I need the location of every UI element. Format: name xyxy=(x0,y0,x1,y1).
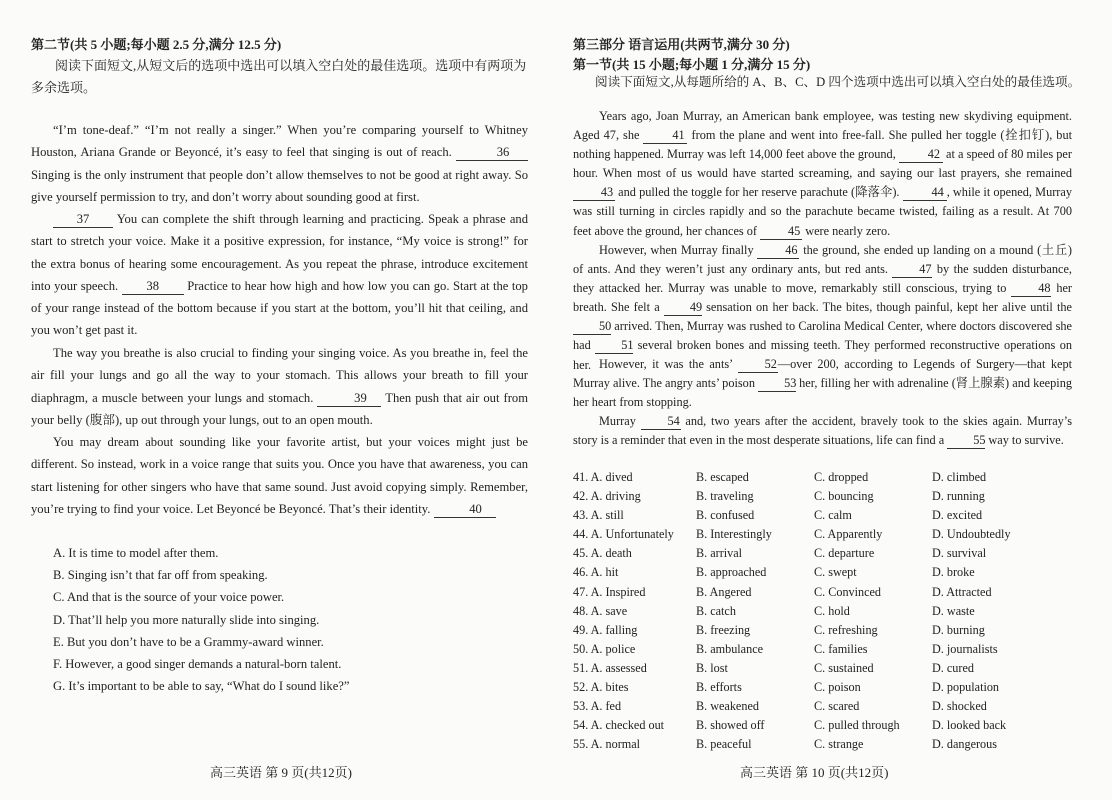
choice-option[interactable]: 46. A. hit xyxy=(573,565,619,580)
part-title: 第三部分 语言运用(共两节,满分 30 分) xyxy=(573,37,790,52)
blank-51[interactable]: 51 xyxy=(595,338,633,354)
choice-option[interactable]: 54. A. checked out xyxy=(573,718,665,733)
choice-row xyxy=(573,602,1073,621)
choice-option[interactable]: D. shocked xyxy=(932,699,987,714)
instruction: 阅读下面短文,从每题所给的 A、B、C、D 四个选项中选出可以填入空白处的最佳选项。 xyxy=(595,75,1081,89)
choice-option[interactable]: C. bouncing xyxy=(814,489,874,504)
option-list xyxy=(53,542,349,697)
choice-option[interactable]: B. traveling xyxy=(696,489,754,504)
choice-row xyxy=(573,468,1073,487)
choice-option[interactable]: 48. A. save xyxy=(573,603,628,618)
choice-option[interactable]: D. climbed xyxy=(932,470,987,484)
page-10 xyxy=(556,0,1112,800)
choice-option[interactable]: 49. A. falling xyxy=(573,622,638,637)
blank-37[interactable]: 37 xyxy=(53,212,113,228)
choice-option[interactable]: 47. A. Inspired xyxy=(573,584,646,599)
blank-45[interactable]: 45 xyxy=(760,224,802,240)
choice-option[interactable]: B. efforts xyxy=(696,680,742,695)
choice-option[interactable]: C. poison xyxy=(814,680,861,695)
choice-option[interactable]: C. departure xyxy=(814,546,875,561)
option-a[interactable]: A. It is time to model after them. xyxy=(53,546,219,560)
section-title: 第二节(共 5 小题;每小题 2.5 分,满分 12.5 分) xyxy=(31,37,282,52)
blank-44[interactable]: 44 xyxy=(903,185,947,201)
choice-option[interactable]: D. waste xyxy=(932,603,975,618)
choice-option[interactable]: C. dropped xyxy=(814,470,869,484)
blank-50[interactable]: 50 xyxy=(573,319,611,335)
choice-option[interactable]: B. lost xyxy=(696,660,728,675)
blank-43[interactable]: 43 xyxy=(573,185,615,201)
blank-39[interactable]: 39 xyxy=(317,391,381,407)
choice-option[interactable]: C. hold xyxy=(814,603,850,618)
choice-option[interactable]: B. ambulance xyxy=(696,641,764,656)
passage-paragraph: However, it was the ants’ 52—over 200, according to Legends of Surgery—that kept Murray alive. The angry ants’ poison 53 her, filling her with adrenaline (肾上腺素) and keeping her heart from stopping. xyxy=(573,357,1073,410)
choice-table xyxy=(573,468,1073,754)
choice-option[interactable]: 43. A. still xyxy=(573,508,624,523)
choice-option[interactable]: B. weakened xyxy=(696,699,759,714)
passage-paragraph: 37 You can complete the shift through learning and practicing. Speak a phrase and start to stretch your voice. Make it a positive expression, for instance, “My voice is strong!” for the extra bonus of hearing some encouragement. As you repeat the phrase, introduce excitement into your speech. 38 Practice to hear how high and how low you can go. Start at the top of your range instead of the bottom because if you start at the bottom, you’ll hit that ceiling, and you won’t get past it. xyxy=(31,212,529,338)
choice-option[interactable]: B. showed off xyxy=(696,718,765,733)
blank-55[interactable]: 55 xyxy=(947,433,985,449)
choice-option[interactable]: 53. A. fed xyxy=(573,699,622,714)
passage-paragraph: Murray 54 and, two years after the accident, bravely took to the skies again. Murray’s story is a reminder that even in the most desperate situations, life can find a 55 way to survive. xyxy=(573,414,1073,448)
choice-option[interactable]: D. broke xyxy=(932,565,975,580)
blank-36[interactable]: 36 xyxy=(456,145,528,161)
blank-46[interactable]: 46 xyxy=(757,243,799,259)
passage-paragraph: Years ago, Joan Murray, an American bank employee, was testing new skydiving equipment. Aged 47, she 41 from the plane and went into free-fall. She pulled her toggle (拴扣钉), but nothing happened. Murray was left 14,000 feet above the ground, 42 at a speed of 80 miles per hour. When most of us would have started screaming, and saying our last prayers, she remained 43 and pulled the toggle for her reserve parachute (降落伞). 44 , while it opened, Murray was still turning in circles rapidly and so the parachute became twisted, failing as a result. At 700 feet above the ground, her chances of 45 were nearly zero. xyxy=(573,109,1073,238)
choice-option[interactable]: C. pulled through xyxy=(814,718,900,733)
choice-option[interactable]: B. catch xyxy=(696,603,736,618)
choice-option[interactable]: D. dangerous xyxy=(932,737,997,752)
choice-option[interactable]: B. Interestingly xyxy=(696,527,772,542)
choice-option[interactable]: D. Attracted xyxy=(932,584,992,599)
option-e[interactable]: E. But you don’t have to be a Grammy-award winner. xyxy=(53,634,324,649)
choice-row xyxy=(573,525,1073,544)
blank-53[interactable]: 53 xyxy=(758,376,796,392)
blank-49[interactable]: 49 xyxy=(664,300,702,316)
choice-row xyxy=(573,659,1073,678)
option-b[interactable]: B. Singing isn’t that far off from speaking. xyxy=(53,568,268,583)
option-f[interactable]: F. However, a good singer demands a natural-born talent. xyxy=(53,656,342,671)
choice-option[interactable]: C. strange xyxy=(814,737,864,752)
choice-option[interactable]: D. burning xyxy=(932,622,985,637)
choice-option[interactable]: D. journalists xyxy=(932,641,998,656)
choice-option[interactable]: 42. A. driving xyxy=(573,489,641,504)
choice-row xyxy=(573,506,1073,525)
choice-option[interactable]: C. sustained xyxy=(814,660,874,675)
choice-row xyxy=(573,735,1073,754)
choice-option[interactable]: D. Undoubtedly xyxy=(932,527,1011,542)
choice-row xyxy=(573,678,1073,697)
passage-paragraph: However, when Murray finally 46 the ground, she ended up landing on a mound (土丘) of ants. And they weren’t just any ordinary ants, but red ants. 47 by the sudden disturbance, they attacked her. Murray was unable to move, remarkably still conscious, trying to 48 her breath. She felt a 49 sensation on her back. The bites, though painful, kept her alive until the 50 arrived. Then, Murray was rushed to Carolina Medical Center, where doctors discovered she had 51 several broken bones and missing teeth. They performed reconstructive operations on her. xyxy=(573,243,1073,372)
passage-paragraph: “I’m tone-deaf.” “I’m not really a singer.” When you’re comparing yourself to Whitney Houston, Ariana Grande or Beyoncé, it’s easy to feel that singing is out of reach. 36 Singing is the only instrument that people don’t allow themselves to not be good at right away. So give yourself permission to try, and don’t worry about sounding good at first. xyxy=(31,123,528,204)
choice-option[interactable]: C. Convinced xyxy=(814,584,882,599)
choice-option[interactable]: C. swept xyxy=(814,565,857,580)
choice-option[interactable]: D. excited xyxy=(932,508,983,523)
instruction-line-1: 阅读下面短文,从短文后的选项中选出可以填入空白处的最佳选项。选项中有两项为 xyxy=(55,58,527,73)
option-d[interactable]: D. That’ll help you more naturally slide into singing. xyxy=(53,612,320,627)
blank-54[interactable]: 54 xyxy=(641,414,681,430)
choice-option[interactable]: D. looked back xyxy=(932,718,1007,733)
instruction-line-2: 多余选项。 xyxy=(31,80,97,95)
choice-row xyxy=(573,563,1073,582)
choice-option[interactable]: 52. A. bites xyxy=(573,680,629,695)
option-g[interactable]: G. It’s important to be able to say, “What do I sound like?” xyxy=(53,679,350,694)
blank-41[interactable]: 41 xyxy=(643,128,687,144)
choice-option[interactable]: D. population xyxy=(932,680,1000,695)
choice-option[interactable]: B. arrival xyxy=(696,546,743,561)
choice-row xyxy=(573,583,1073,602)
choice-row xyxy=(573,640,1073,659)
blank-40[interactable]: 40 xyxy=(434,502,496,518)
choice-row xyxy=(573,621,1073,640)
choice-option[interactable]: 50. A. police xyxy=(573,641,636,656)
passage-paragraph: You may dream about sounding like your favorite artist, but your voices might just be different. So instead, work in a voice range that suits you. Once you have that awareness, you can start listening for other singers who have that same sound. Just avoid copying simply. Remember, you’re trying to find your voice. Let Beyoncé be Beyoncé. That’s their identity. 40 xyxy=(31,435,528,516)
page-footer: 高三英语 第 10 页(共12页) xyxy=(740,765,889,780)
option-c[interactable]: C. And that is the source of your voice power. xyxy=(53,590,285,605)
choice-option[interactable]: B. approached xyxy=(696,565,767,580)
choice-option[interactable]: B. Angered xyxy=(696,584,752,599)
page-footer: 高三英语 第 9 页(共12页) xyxy=(210,765,352,780)
choice-option[interactable]: 41. A. dived xyxy=(573,470,633,484)
choice-option[interactable]: 44. A. Unfortunately xyxy=(573,527,674,542)
blank-52[interactable]: 52 xyxy=(738,357,778,373)
choice-option[interactable]: C. calm xyxy=(814,508,852,523)
blank-48[interactable]: 48 xyxy=(1011,281,1051,297)
choice-option[interactable]: 51. A. assessed xyxy=(573,660,647,675)
choice-option[interactable]: 45. A. death xyxy=(573,546,632,561)
choice-row xyxy=(573,544,1073,563)
choice-option[interactable]: C. Apparently xyxy=(814,527,883,542)
passage-paragraph: The way you breathe is also crucial to finding your singing voice. As you breathe in, feel the air fill your lungs and go all the way to your stomach. This allows your breath to fill your diaphragm, a muscle between your lungs and stomach. 39 Then push that air out from your belly (腹部), up out through your lungs, out to an open mouth. xyxy=(31,346,529,427)
section-title: 第一节(共 15 小题;每小题 1 分,满分 15 分) xyxy=(573,57,811,72)
blank-47[interactable]: 47 xyxy=(892,262,932,278)
choice-row xyxy=(573,697,1073,716)
choice-option[interactable]: B. freezing xyxy=(696,622,751,637)
choice-option[interactable]: B. escaped xyxy=(696,470,749,484)
choice-option[interactable]: C. refreshing xyxy=(814,622,878,637)
choice-option[interactable]: D. running xyxy=(932,489,985,504)
blank-42[interactable]: 42 xyxy=(899,147,943,163)
choice-row xyxy=(573,487,1073,506)
choice-option[interactable]: B. peaceful xyxy=(696,737,752,752)
choice-option[interactable]: D. cured xyxy=(932,660,974,675)
choice-option[interactable]: D. survival xyxy=(932,546,987,561)
choice-row xyxy=(573,716,1073,735)
choice-option[interactable]: 55. A. normal xyxy=(573,737,641,752)
choice-option[interactable]: B. confused xyxy=(696,508,755,523)
choice-option[interactable]: C. scared xyxy=(814,699,860,714)
choice-option[interactable]: C. families xyxy=(814,641,868,656)
blank-38[interactable]: 38 xyxy=(122,279,184,295)
